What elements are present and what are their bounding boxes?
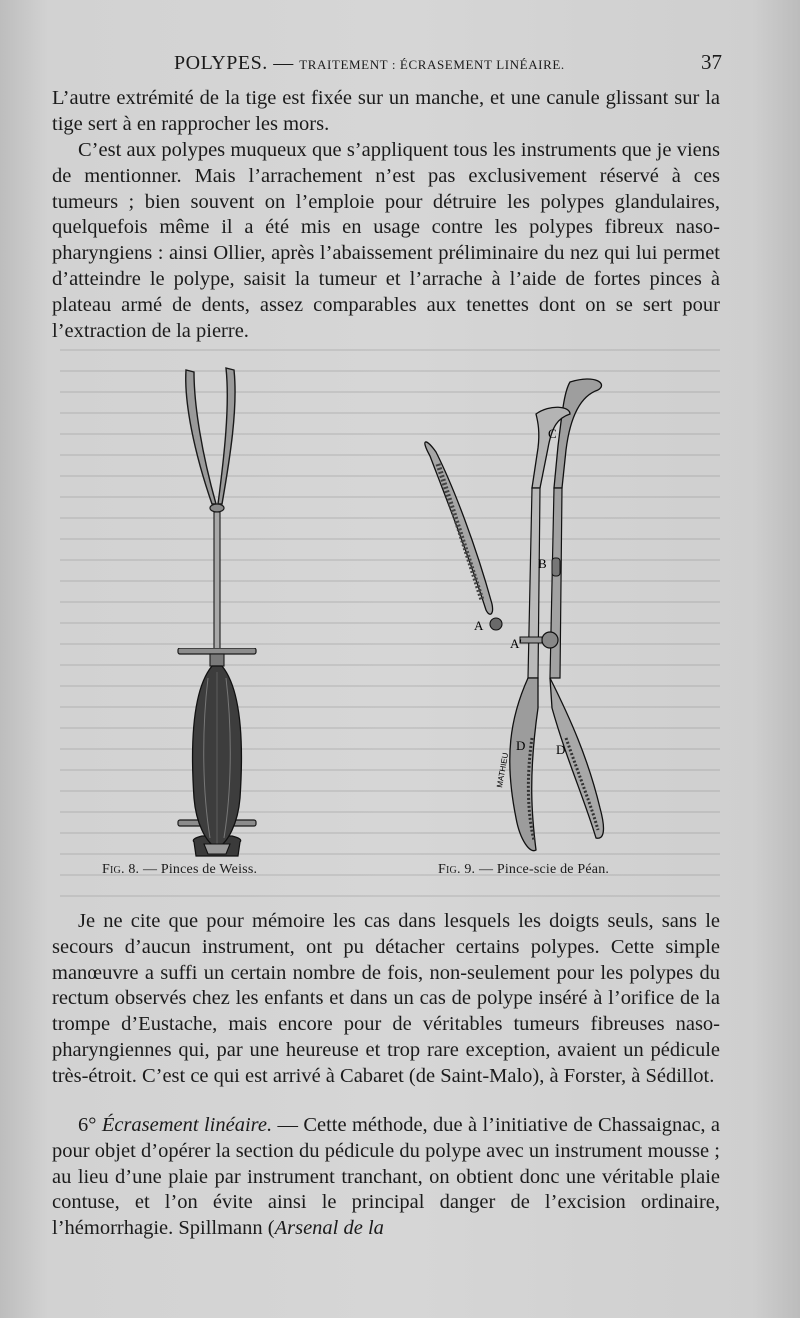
paragraph-4-italic-tail: Arsenal de la: [274, 1217, 384, 1240]
running-header: [52, 50, 722, 80]
figure-9-caption: [438, 862, 609, 878]
figure-9-number: Fig. 9.: [438, 862, 476, 877]
section-heading: Écrasement linéaire.: [101, 1114, 273, 1136]
fig9-maker-mark: MATHIEU: [495, 751, 511, 789]
figure-8-number: Fig. 8.: [102, 862, 140, 877]
running-title-sub: TRAITEMENT : ÉCRASEMENT LINÉAIRE.: [299, 57, 565, 72]
paragraph-4-body: — Cette méthode, due à l’initiative de Chassaignac, a pour objet d’opérer la section du pédicule du polype avec un instrument mousse ; au lieu d’une plaie par instrument tranchant, on obtient donc une véritable plaie contuse, et l’on évite ainsi le principal danger de l’excision ordinaire, l’hémorrhagie. Spillmann (: [52, 1114, 721, 1240]
figure-8-dash: —: [142, 862, 158, 877]
fig9-label-B: B: [538, 556, 547, 571]
figure-9-caption-text: Pince-scie de Péan.: [496, 862, 610, 877]
fig9-label-D-right: D: [556, 742, 566, 757]
running-title: [174, 52, 565, 75]
running-title-dash: —: [273, 52, 294, 74]
fig9-label-A: A: [474, 618, 484, 633]
figure-8-handle: [172, 648, 262, 858]
fig9-label-D-left: D: [516, 738, 526, 753]
show-through-texture: [60, 330, 720, 900]
fig9-label-C: C: [548, 426, 557, 441]
figure-9-pean-saw-forceps: [420, 378, 620, 858]
figure-9-dash: —: [478, 862, 494, 877]
paragraph-2: C’est aux polypes muqueux que s’appliquent tous les instruments que je viens de mentionner. Mais l’arrachement n’est pas exclusivement réservé à ces tumeurs ; bien souvent on l’emploie pour détruire les polypes glandulaires, quelquefois même il a été mis en usage contre les polypes fibreux naso-pharyngiens : ainsi Ollier, après l’abaissement préliminaire du nez qui lui permet d’atteindre le polype, saisit la tumeur et l’arrache à l’aide de fortes pinces à plateau armé de dents, assez comparables aux tenettes dont on se sert pour l’extraction de la pierre.: [52, 139, 720, 342]
figure-8-caption-text: Pinces de Weiss.: [160, 862, 258, 877]
running-title-main: POLYPES.: [174, 52, 268, 74]
page-number: 37: [701, 50, 722, 74]
paragraph-4: [52, 1113, 720, 1242]
fig9-label-A-prime: A': [510, 636, 522, 651]
paragraph-3: Je ne cite que pour mémoire les cas dans lesquels les doigts seuls, sans le secours d’aucun instrument, ont pu détacher certains polypes. Cette simple manœuvre a suffi un certain nombre de fois, non-seulement pour les polypes du rectum observés chez les enfants et dans un cas de polype inséré à l’orifice de la trompe d’Eustache, mais encore pour de véritables tumeurs fibreuses naso-pharyngiennes qui, par une heureuse et trop rare exception, avaient un pédicule très-étroit. C’est ce qui est arrivé à Cabaret (de Saint-Malo), à Forster, à Sédillot.: [52, 910, 720, 1087]
section-number: 6°: [78, 1114, 102, 1136]
paragraph-1: L’autre extrémité de la tige est fixée sur un manche, et une canule glissant sur la tige sert à en rapprocher les mors.: [52, 87, 720, 135]
figure-8-caption: [102, 862, 257, 878]
